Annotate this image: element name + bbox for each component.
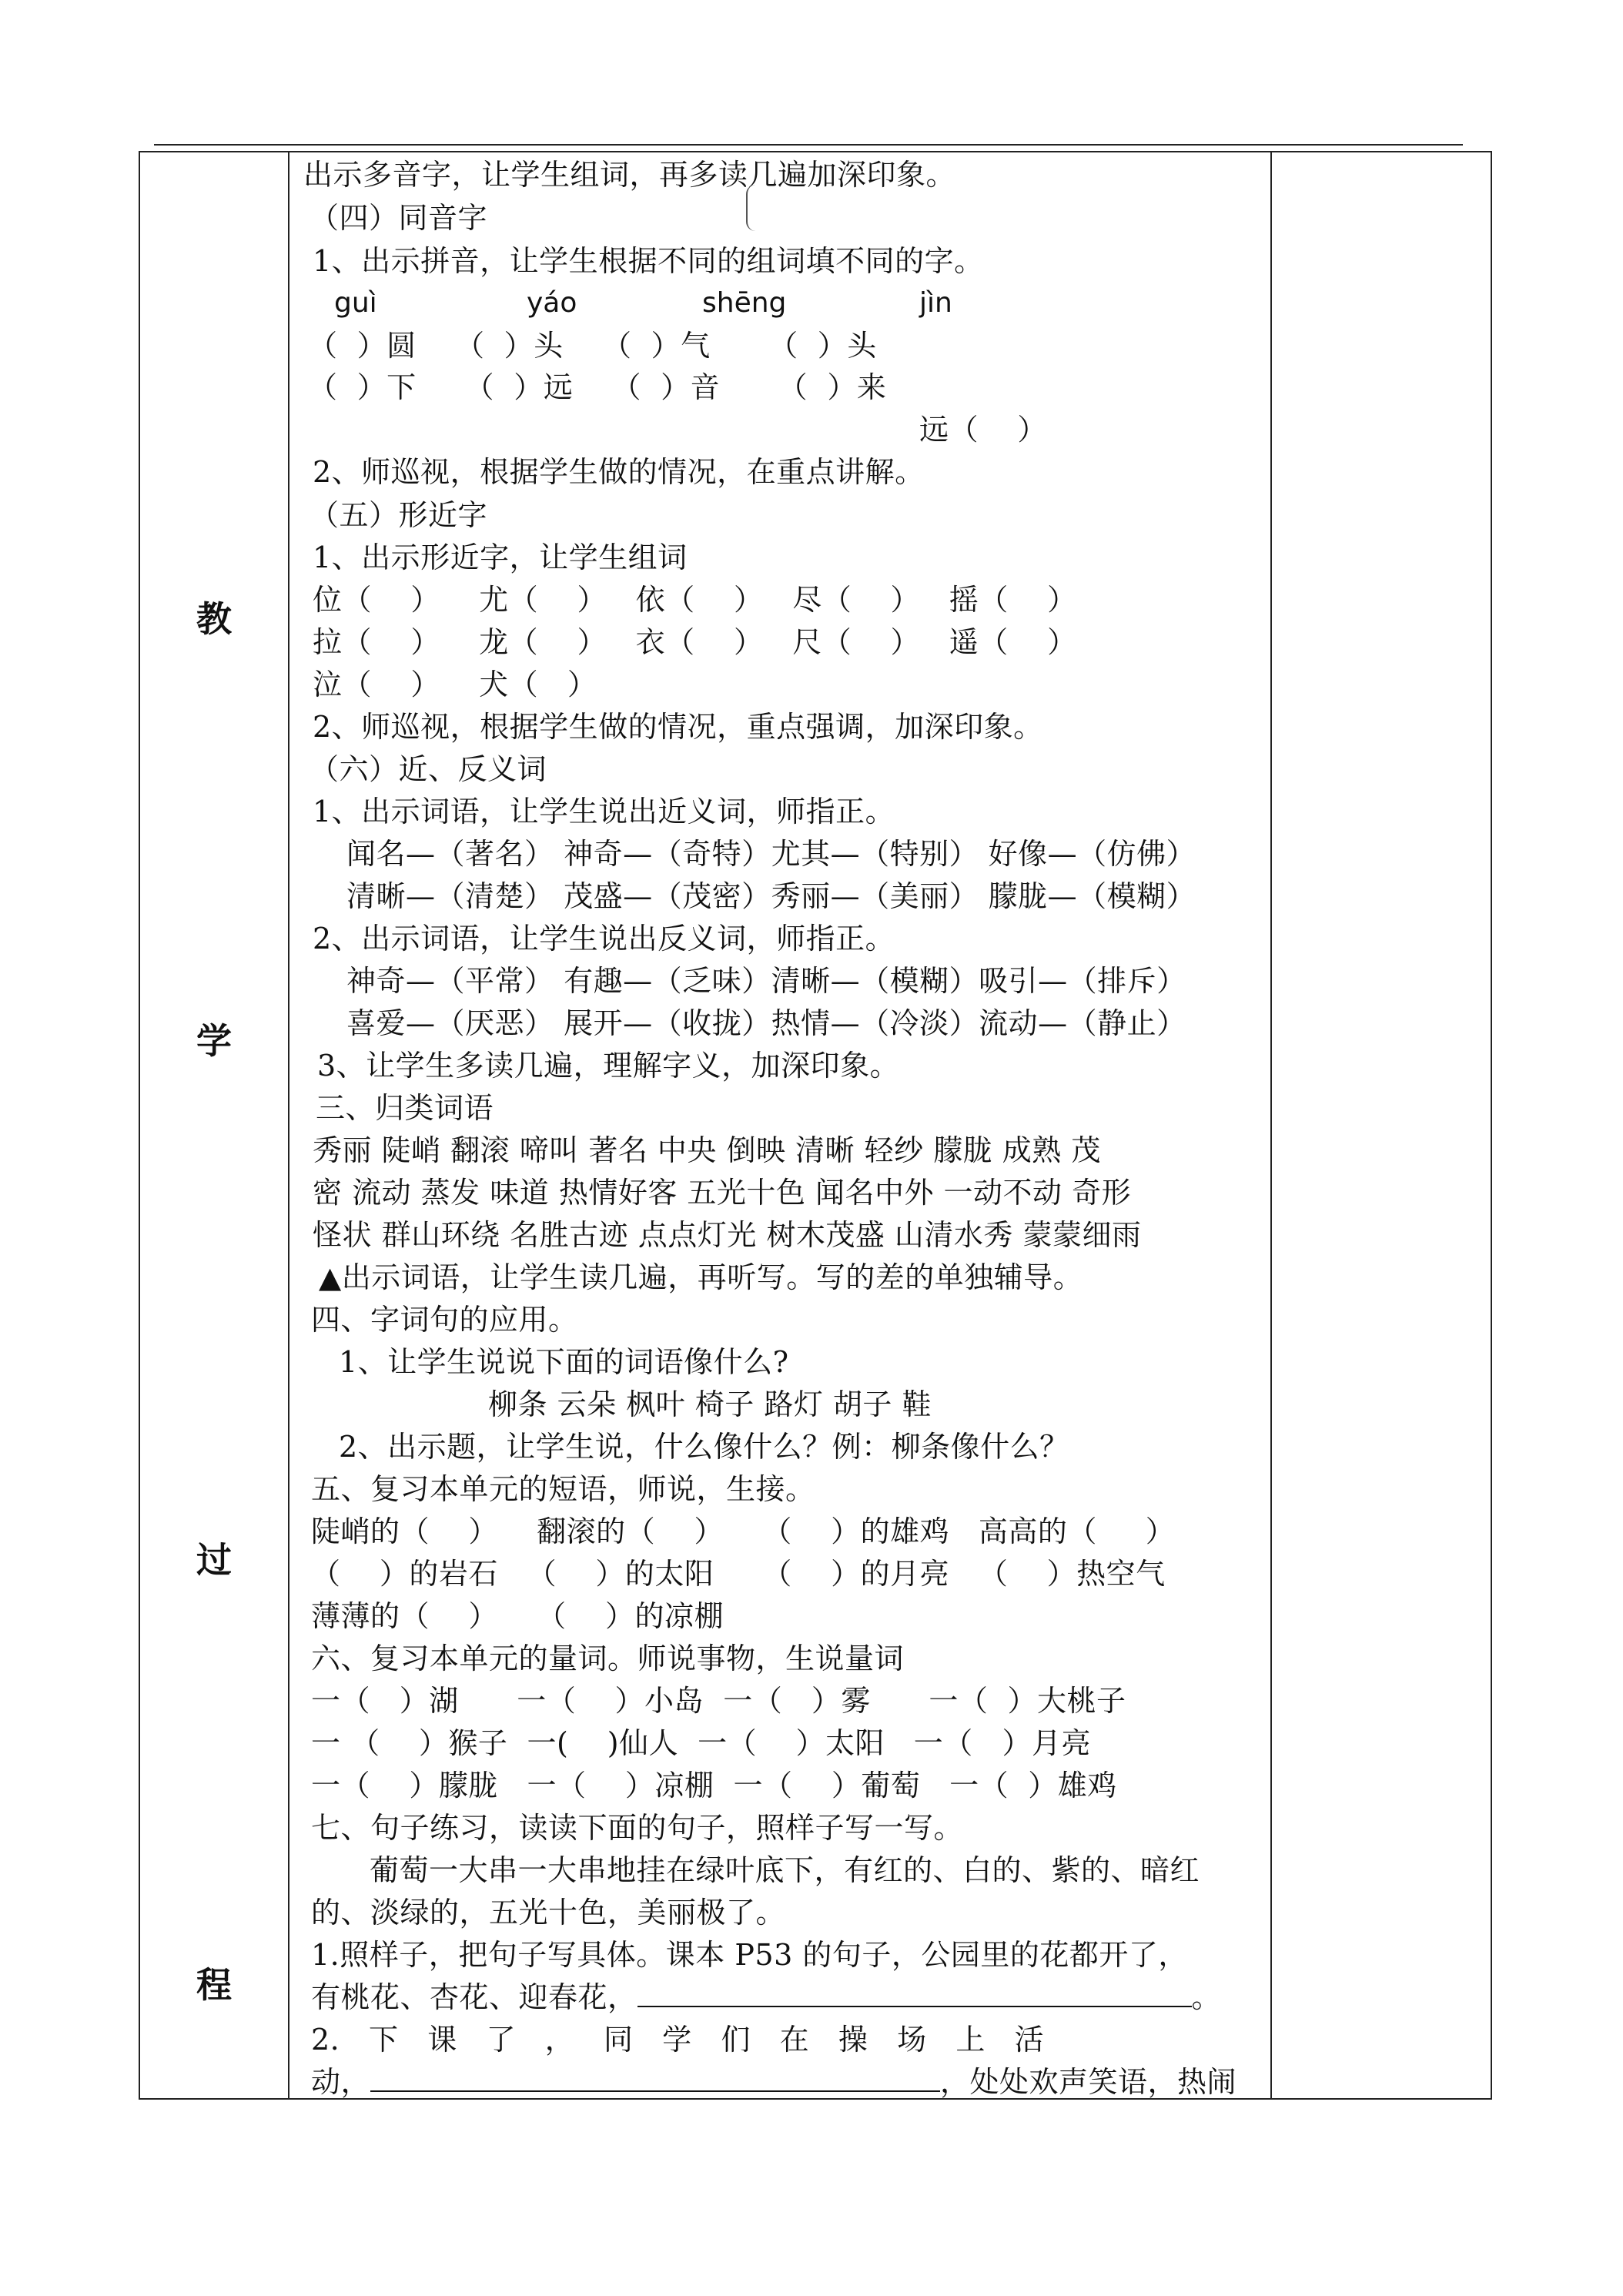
word-pair-line: 喜爱—（厌恶） 展开—（收拢）热情—（冷淡）流动—（静止） [346, 1006, 1186, 1040]
column-divider-left [288, 152, 289, 2098]
fill-in-line: （ ）的岩石 （ ）的太阳 （ ）的月亮 （ ）热空气 [311, 1557, 1166, 1591]
fill-in-line: （ ）圆 （ ）头 （ ）气 （ ）头 [308, 329, 877, 363]
text-span: ，处处欢声笑语，热闹 [940, 2065, 1237, 2099]
text-line: 1、出示形近字，让学生组词 [313, 541, 688, 574]
text-line: 的、淡绿的，五光十色，美丽极了。 [311, 1896, 786, 1930]
word-pair-line: 神奇—（平常） 有趣—（乏味）清晰—（模糊）吸引—（排斥） [346, 964, 1186, 998]
lesson-table [139, 151, 1492, 2100]
fill-in-line: （ ）下 （ ）远 （ ）音 （ ）来 [308, 370, 887, 404]
brace-mark [746, 185, 765, 231]
fill-in-line: 远（ ） [919, 413, 1047, 447]
word-pair-line: 闻名—（著名） 神奇—（奇特）尤其—（特别） 好像—（仿佛） [346, 837, 1196, 871]
text-line: 1、出示拼音，让学生根据不同的组词填不同的字。 [313, 244, 984, 278]
fill-in-line: 拉（ ） 龙（ ） 衣（ ） 尺（ ） 遥（ ） [313, 625, 1077, 659]
section-heading: （四）同音字 [310, 201, 488, 235]
text-line: 2. 下 课 了 ， 同 学 们 在 操 场 上 活 [311, 2023, 1045, 2057]
vocab-line: 秀丽 陡峭 翻滚 啼叫 著名 中央 倒映 清晰 轻纱 朦胧 成熟 茂 [313, 1133, 1101, 1167]
answer-blank [370, 2067, 940, 2092]
text-line: 1、出示词语，让学生说出近义词，师指正。 [313, 795, 895, 828]
answer-blank [637, 1983, 1192, 2007]
text-line: 1、让学生说说下面的词语像什么? [339, 1345, 789, 1379]
section-heading: 四、字词句的应用。 [311, 1303, 578, 1337]
fill-in-line: 一（ ）朦胧 一（ ）凉棚 一（ ）葡萄 一（ ）雄鸡 [311, 1769, 1117, 1802]
fill-in-line: 陡峭的（ ） 翻滚的（ ） （ ）的雄鸡 高高的（ ） [311, 1514, 1176, 1548]
fill-in-line: 一（ ）湖 一（ ）小岛 一（ ）雾 一（ ）大桃子 [311, 1684, 1126, 1718]
section-heading: 三、归类词语 [316, 1091, 494, 1125]
text-line: 2、师巡视，根据学生做的情况，在重点讲解。 [313, 455, 925, 489]
text-line: 1.照样子，把句子写具体。课本 P53 的句子，公园里的花都开了， [311, 1938, 1188, 1972]
vocab-line: 密 流动 蒸发 味道 热情好客 五光十色 闻名中外 一动不动 奇形 [313, 1176, 1132, 1210]
text-span: 。 [1191, 1980, 1222, 2014]
section-heading: 五、复习本单元的短语，师说，生接。 [311, 1472, 815, 1506]
fill-in-line: 薄薄的（ ） （ ）的凉棚 [311, 1599, 724, 1633]
side-label-char: 过 [196, 1539, 232, 1581]
side-label-char: 教 [196, 598, 232, 640]
vocab-line: 怪状 群山环绕 名胜古迹 点点灯光 树木茂盛 山清水秀 蒙蒙细雨 [313, 1218, 1142, 1252]
text-line: ▲出示词语，让学生读几遍，再听写。写的差的单独辅导。 [319, 1260, 1083, 1294]
pinyin-label: shēng [702, 287, 787, 319]
section-heading: （六）近、反义词 [310, 752, 547, 786]
column-divider-right [1270, 152, 1272, 2098]
text-span: 有桃花、杏花、迎春花， [311, 1980, 637, 2014]
section-heading: 七、句子练习，读读下面的句子，照样子写一写。 [311, 1811, 964, 1845]
section-heading: （五）形近字 [310, 498, 488, 532]
text-span: 动， [311, 2065, 371, 2099]
pinyin-label: yáo [527, 287, 577, 319]
word-pair-line: 清晰—（清楚） 茂盛—（茂密）秀丽—（美丽） 朦胧—（模糊） [346, 879, 1196, 913]
text-line: 2、出示题，让学生说，什么像什么？例：柳条像什么？ [339, 1430, 1069, 1464]
header-rule [154, 144, 1463, 146]
text-line: 2、师巡视，根据学生做的情况，重点强调，加深印象。 [313, 710, 1043, 744]
word-list-line: 柳条 云朵 枫叶 椅子 路灯 胡子 鞋 [488, 1387, 932, 1421]
text-line [311, 2067, 1236, 2097]
fill-in-line: 位（ ） 尤（ ） 依（ ） 尽（ ） 摇（ ） [313, 583, 1077, 617]
side-label-char: 程 [196, 1964, 232, 2006]
pinyin-label: jìn [919, 287, 952, 319]
text-line [311, 1980, 1222, 2014]
pinyin-label: guì [334, 287, 377, 319]
text-line: 葡萄一大串一大串地挂在绿叶底下，有红的、白的、紫的、暗红 [370, 1853, 1200, 1887]
section-heading: 六、复习本单元的量词。师说事物，生说量词 [311, 1642, 905, 1675]
text-line: 2、出示词语，让学生说出反义词，师指正。 [313, 922, 895, 956]
text-line: 出示多音字，让学生组词，再多读几遍加深印象。 [303, 158, 956, 192]
fill-in-line: 一 （ ）猴子 一( )仙人 一（ ）太阳 一（ ）月亮 [311, 1726, 1091, 1760]
side-label-char: 学 [196, 1020, 232, 1062]
fill-in-line: 泣（ ） 犬（ ） [313, 668, 597, 701]
text-line: 3、让学生多读几遍，理解字义，加深印象。 [317, 1049, 900, 1083]
